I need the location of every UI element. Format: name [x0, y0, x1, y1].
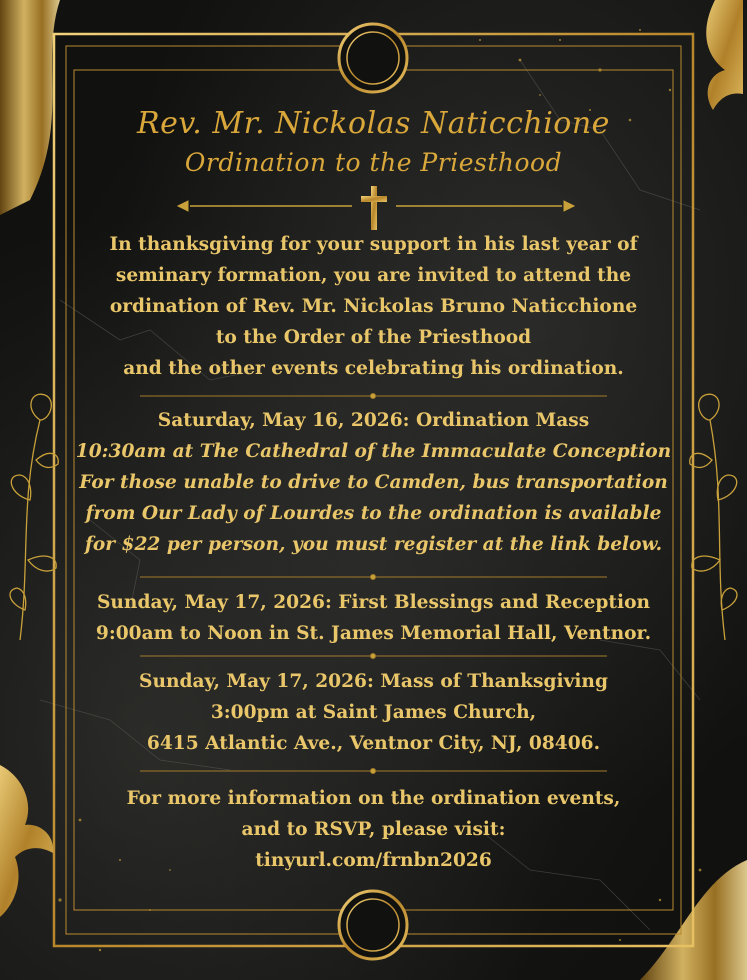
intro-line: to the Order of the Priesthood [215, 327, 532, 348]
rsvp-line: For more information on the ordination events, [126, 788, 621, 809]
ordinand-name: Rev. Mr. Nickolas Naticchione [137, 106, 610, 141]
rsvp-line: and to RSVP, please visit: [241, 819, 506, 840]
sunday-blessings-event [0, 587, 747, 649]
saturday-event-title: Saturday, May 16, 2026: Ordination Mass [157, 410, 590, 431]
intro-line: ordination of Rev. Mr. Nickolas Bruno Naticchione [109, 296, 638, 317]
sunday-mass-event [0, 666, 747, 759]
detail-line: 10:30am at The Cathedral of the Immaculate Conception [75, 441, 672, 462]
intro-paragraph [0, 229, 747, 384]
event-line: 3:00pm at Saint James Church, [210, 702, 537, 723]
detail-line: for $22 per person, you must register at the link below. [84, 534, 663, 555]
intro-line: In thanksgiving for your support in his last year of [109, 234, 638, 255]
detail-line: For those unable to drive to Camden, bus transportation [79, 472, 668, 493]
detail-line: from Our Lady of Lourdes to the ordination is available [85, 503, 662, 524]
event-line: 9:00am to Noon in St. James Memorial Hall, Ventnor. [95, 623, 652, 644]
cross-icon [361, 186, 387, 230]
event-line: Sunday, May 17, 2026: Mass of Thanksgiving [139, 671, 608, 692]
page-subtitle: Ordination to the Priesthood [184, 148, 563, 177]
ring-ornament-icon [180, 891, 566, 959]
intro-line: seminary formation, you are invited to attend the [115, 265, 632, 286]
saturday-event-details [0, 436, 747, 560]
event-line: 6415 Atlantic Ave., Ventnor City, NJ, 08406. [146, 733, 601, 754]
rsvp-link[interactable]: tinyurl.com/frnbn2026 [255, 850, 492, 871]
event-line: Sunday, May 17, 2026: First Blessings and Reception [96, 592, 650, 613]
intro-line: and the other events celebrating his ordination. [123, 358, 624, 379]
rsvp-info [0, 783, 747, 876]
